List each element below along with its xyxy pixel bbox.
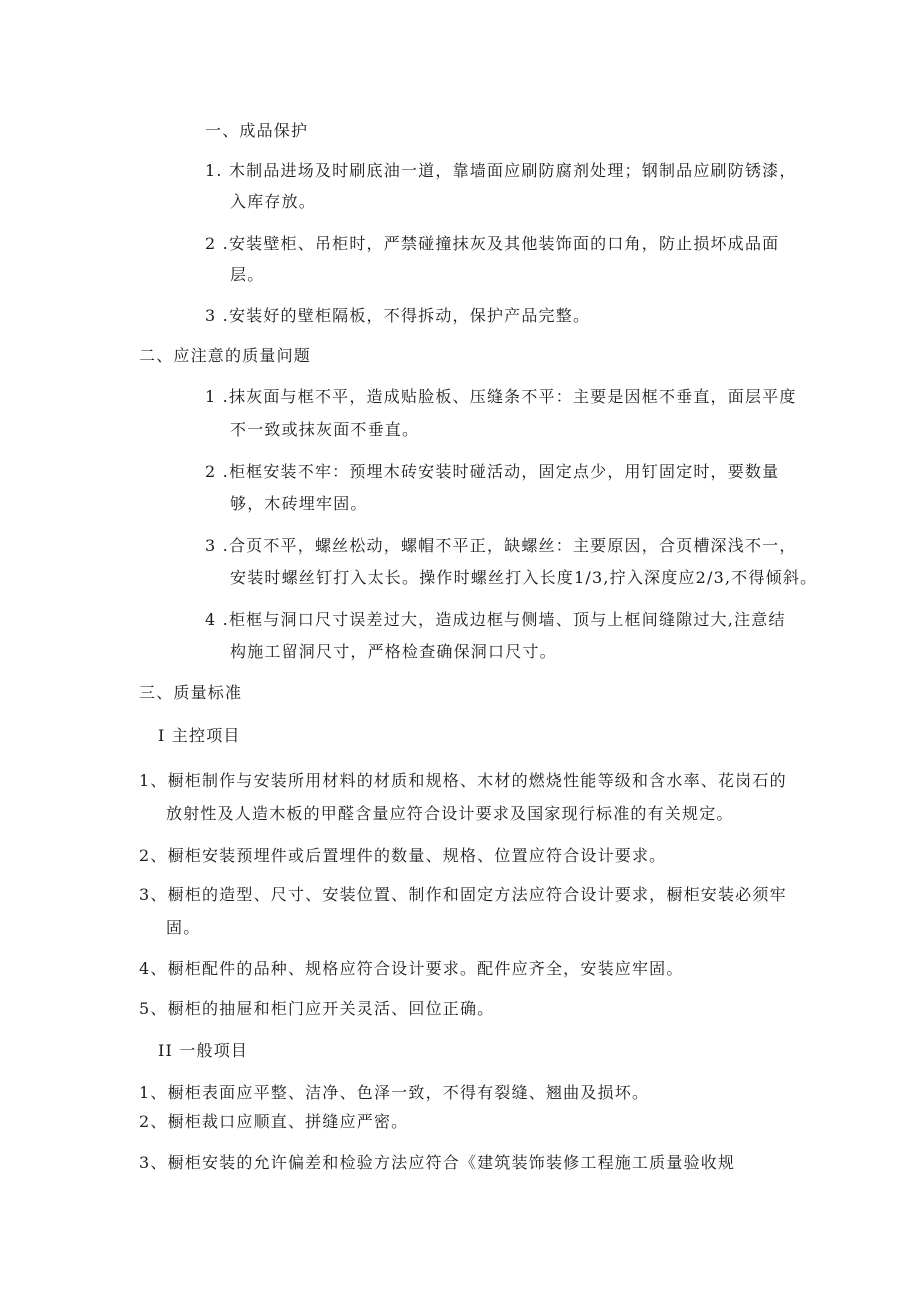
paragraph-line: 2 .安装壁柜、吊柜时，严禁碰撞抹灰及其他装饰面的口角，防止损坏成品面 [205,234,780,253]
paragraph-line: 1、橱柜制作与安装所用材料的材质和规格、木材的燃烧性能等级和含水率、花岗石的 [139,771,787,790]
paragraph-line: 够，木砖埋牢固。 [230,494,368,513]
paragraph-line: 不一致或抹灰面不垂直。 [230,420,420,439]
paragraph-line: 3 .安装好的壁柜隔板，不得拆动，保护产品完整。 [205,306,591,325]
paragraph-line: 1. 木制品进场及时刷底油一道，靠墙面应刷防腐剂处理；钢制品应刷防锈漆， [205,161,797,180]
paragraph-line: 固。 [166,918,201,937]
paragraph-line: 1、橱柜表面应平整、洁净、色泽一致，不得有裂缝、翘曲及损坏。 [139,1083,650,1102]
paragraph-line: 2、橱柜裁口应顺直、拼缝应严密。 [139,1112,409,1131]
paragraph-line: 2、橱柜安装预埋件或后置埋件的数量、规格、位置应符合设计要求。 [139,846,667,865]
paragraph-line: 构施工留洞尺寸，严格检查确保洞口尺寸。 [230,642,557,661]
subsection-heading-general-items: II 一般项目 [158,1041,249,1060]
paragraph-line: 4、橱柜配件的品种、规格应符合设计要求。配件应齐全，安装应牢固。 [139,959,684,978]
section-heading-quality-standard: 三、质量标准 [139,683,243,702]
paragraph-line: 3、橱柜安装的允许偏差和检验方法应符合《建筑装饰装修工程施工质量验收规 [139,1153,736,1172]
paragraph-line: 2 .柜框安装不牢：预埋木砖安装时碰活动，固定点少，用钉固定时，要数量 [205,462,780,481]
paragraph-line: 1 .抹灰面与框不平，造成贴脸板、压缝条不平：主要是因框不垂直，面层平度 [205,387,797,406]
section-heading-quality-issues: 二、应注意的质量问题 [139,346,312,365]
paragraph-line: 3 .合页不平，螺丝松动，螺帽不平正，缺螺丝：主要原因，合页槽深浅不一， [205,536,797,555]
paragraph-line: 4 .柜框与洞口尺寸误差过大，造成边框与侧墙、顶与上框间缝隙过大,注意结 [205,610,786,629]
paragraph-line: 3、橱柜的造型、尺寸、安装位置、制作和固定方法应符合设计要求，橱柜安装必须牢 [139,885,787,904]
paragraph-line: 安装时螺丝钉打入太长。操作时螺丝打入长度1/3,拧入深度应2/3,不得倾斜。 [230,568,818,587]
subsection-heading-main-items: I 主控项目 [158,726,241,745]
paragraph-line: 层。 [230,265,265,284]
section-heading-product-protection: 一、成品保护 [205,121,309,140]
paragraph-line: 放射性及人造木板的甲醛含量应符合设计要求及国家现行标准的有关规定。 [166,804,734,823]
paragraph-line: 5、橱柜的抽屉和柜门应开关灵活、回位正确。 [139,999,495,1018]
paragraph-line: 入库存放。 [230,192,317,211]
